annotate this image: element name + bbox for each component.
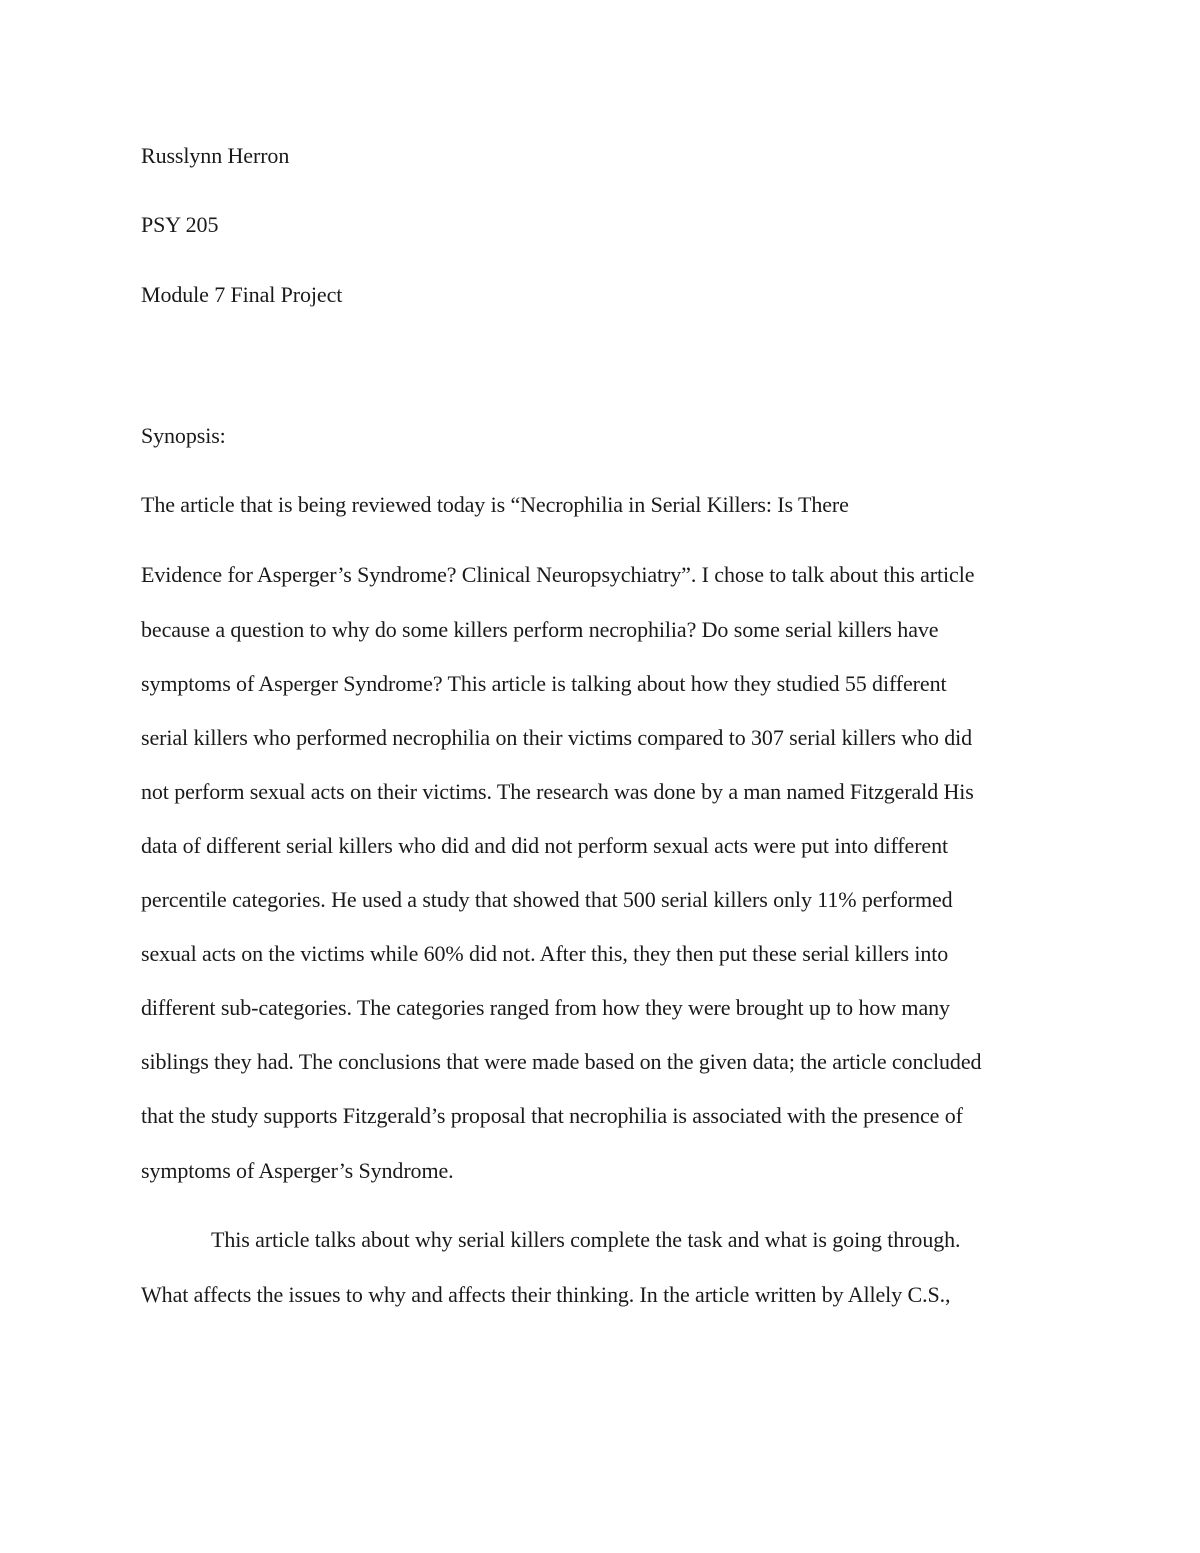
course-code: PSY 205 [141, 212, 219, 237]
body-line: serial killers who performed necrophilia on their victims compared to 307 serial killers who did [141, 725, 973, 750]
assignment-title: Module 7 Final Project [141, 282, 343, 307]
body-line: data of different serial killers who did and did not perform sexual acts were put into different [141, 833, 949, 858]
body-line: symptoms of Asperger Syndrome? This article is talking about how they studied 55 different [141, 671, 947, 696]
body-line: that the study supports Fitzgerald’s proposal that necrophilia is associated with the presence of [141, 1103, 963, 1128]
body-line: siblings they had. The conclusions that were made based on the given data; the article concluded [141, 1049, 982, 1074]
body-line: percentile categories. He used a study that showed that 500 serial killers only 11% performed [141, 887, 953, 912]
author-name: Russlynn Herron [141, 143, 290, 168]
section-heading: Synopsis: [141, 423, 226, 448]
body-line: not perform sexual acts on their victims. The research was done by a man named Fitzgerald His [141, 779, 974, 804]
body-line: Evidence for Asperger’s Syndrome? Clinical Neuropsychiatry”. I chose to talk about this article [141, 562, 975, 587]
body-line: different sub-categories. The categories ranged from how they were brought up to how many [141, 995, 950, 1020]
body-line: symptoms of Asperger’s Syndrome. [141, 1158, 454, 1183]
body-line: sexual acts on the victims while 60% did not. After this, they then put these serial killers into [141, 941, 949, 966]
body-line: What affects the issues to why and affects their thinking. In the article written by Allely C.S., [141, 1282, 951, 1307]
paragraph-first-line: This article talks about why serial killers complete the task and what is going through. [211, 1227, 961, 1252]
body-line: The article that is being reviewed today is “Necrophilia in Serial Killers: Is There [141, 492, 849, 517]
body-line: because a question to why do some killers perform necrophilia? Do some serial killers have [141, 617, 939, 642]
